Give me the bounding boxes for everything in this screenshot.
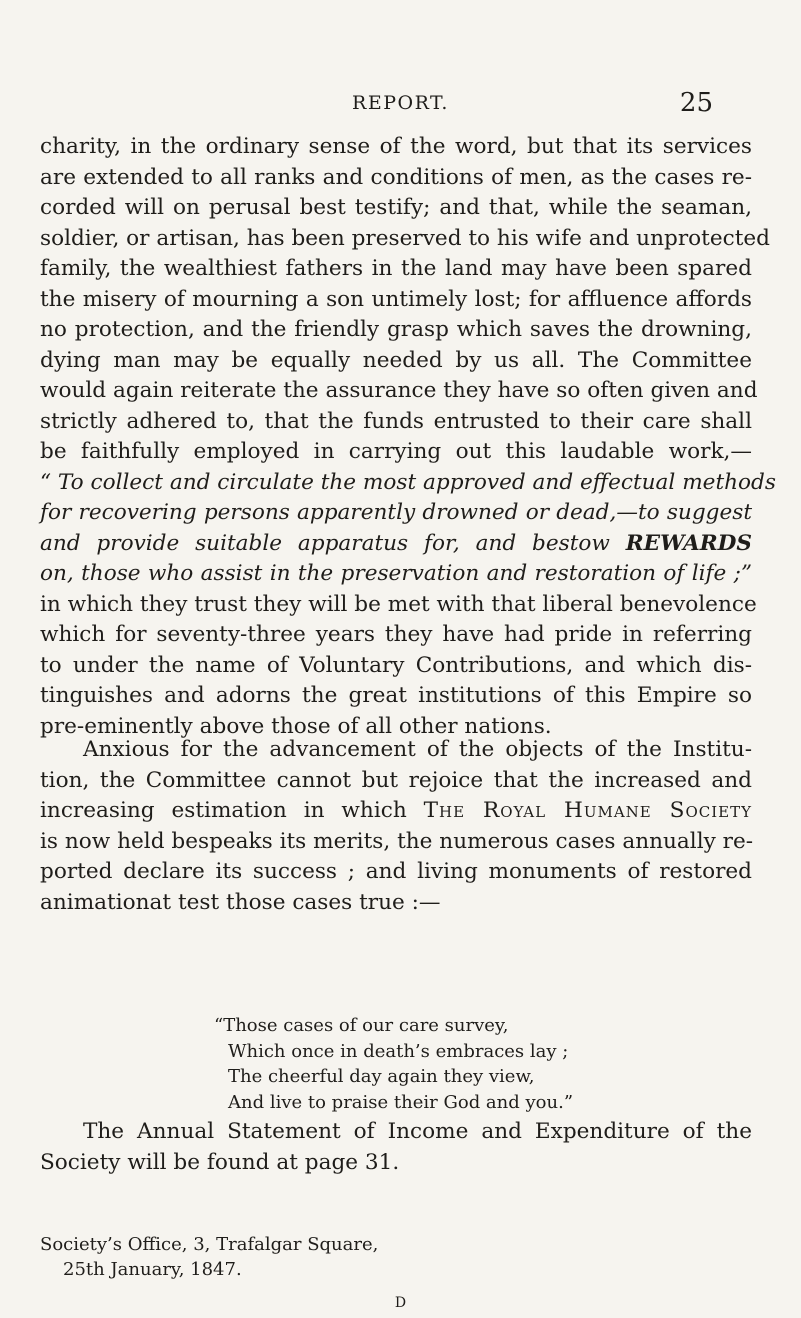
- quote-line-rewards: [40, 529, 752, 560]
- page-header: [0, 90, 801, 120]
- text-line: family, the wealthiest fathers in the land may have been spared: [40, 256, 752, 281]
- paragraph-2: [40, 735, 752, 918]
- verse-line: Which once in death’s embraces lay ;: [228, 1040, 569, 1062]
- paragraph-3: [40, 1117, 752, 1178]
- text-line-society: [40, 796, 752, 827]
- running-head: REPORT.: [352, 92, 449, 114]
- text-line: are extended to all ranks and conditions of men, as the cases re-: [40, 164, 752, 190]
- text-line: Society will be found at page 31.: [40, 1149, 400, 1175]
- text-line: tinguishes and adorns the great institutions of this Empire so: [40, 683, 752, 708]
- text-line: the misery of mourning a son untimely lost; for affluence affords: [40, 286, 752, 312]
- text-line: animationat test those cases true :—: [40, 889, 441, 915]
- quote-line: on, those who assist in the preservation and restoration of life ;”: [40, 561, 752, 586]
- page-number: 25: [679, 88, 713, 118]
- quote-line: “ To collect and circulate the most approved and effectual methods: [40, 469, 776, 495]
- text-line: tion, the Committee cannot but rejoice that the increased and: [40, 767, 752, 793]
- paragraph-1: [40, 132, 776, 742]
- signoff-date: 25th January, 1847.: [63, 1259, 242, 1280]
- text-line: The Annual Statement of Income and Expenditure of the: [83, 1119, 752, 1144]
- verse-quote: [214, 1013, 573, 1115]
- text-line: in which they trust they will be met with that liberal benevolence: [40, 591, 757, 617]
- verse-line: The cheerful day again they view,: [228, 1066, 535, 1087]
- text-line: be faithfully employed in carrying out this laudable work,—: [40, 439, 752, 464]
- verse-line: And live to praise their God and you.”: [228, 1091, 574, 1113]
- text-line: charity, in the ordinary sense of the word, but that its services: [40, 134, 752, 159]
- text-line: dying man may be equally needed by us all. The Committee: [40, 347, 752, 373]
- text-line: which for seventy-three years they have had pride in referring: [40, 622, 752, 647]
- society-name: The Royal Humane Society: [423, 798, 752, 823]
- text-line: pre-eminently above those of all other nations.: [40, 713, 552, 739]
- text-line: Anxious for the advancement of the objects of the Institu-: [83, 737, 752, 762]
- text-line: soldier, or artisan, has been preserved to his wife and unprotected: [40, 225, 770, 251]
- text-fragment: increasing estimation in which: [40, 798, 424, 823]
- text-line: strictly adhered to, that the funds entrusted to their care shall: [40, 408, 752, 434]
- text-line: would again reiterate the assurance they have so often given and: [40, 378, 758, 403]
- text-line: corded will on perusal best testify; and that, while the seaman,: [40, 195, 752, 220]
- text-line: to under the name of Voluntary Contributions, and which dis-: [40, 652, 752, 678]
- rewards-emphasis: REWARDS: [625, 530, 752, 556]
- quote-line: for recovering persons apparently drowned or dead,—to suggest: [40, 500, 752, 525]
- text-line: is now held bespeaks its merits, the numerous cases annually re-: [40, 828, 754, 854]
- signature-mark: D: [394, 1295, 407, 1311]
- quote-text: and provide suitable apparatus for, and bestow: [40, 530, 626, 556]
- verse-line: “Those cases of our care survey,: [214, 1015, 509, 1036]
- signoff: [40, 1232, 378, 1282]
- text-line: no protection, and the friendly grasp which saves the drowning,: [40, 317, 752, 342]
- text-line: ported declare its success ; and living monuments of restored: [40, 859, 752, 884]
- signoff-office: Society’s Office, 3, Trafalgar Square,: [40, 1234, 379, 1255]
